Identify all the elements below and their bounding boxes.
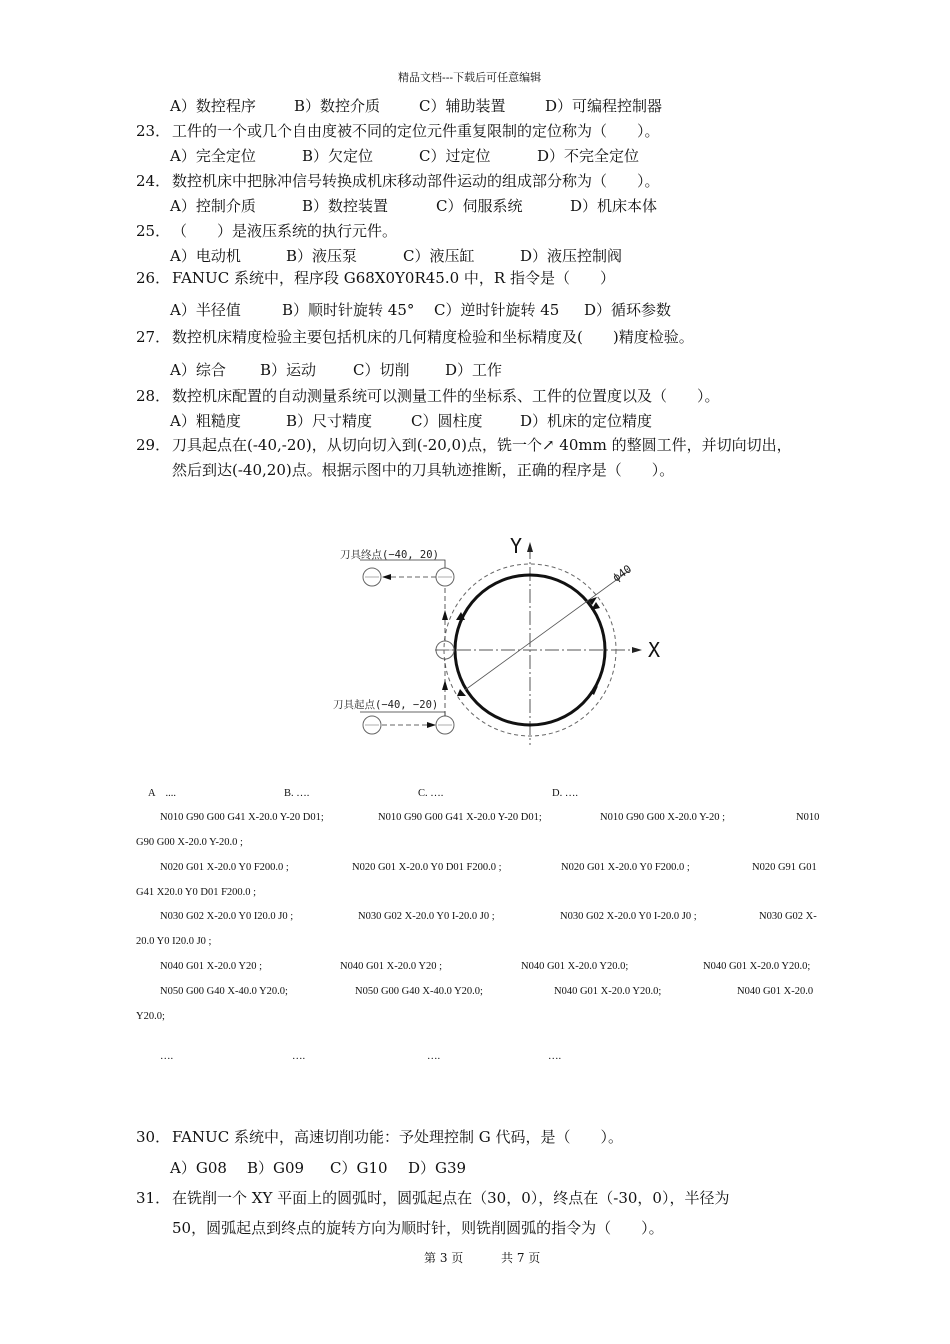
prog-d-n020-cont: G41 X20.0 Y0 D01 F200.0 ; (136, 887, 257, 898)
q27-number: 27． (136, 328, 171, 346)
q31-line2: 50，圆弧起点到终点的旋转方向为顺时针，则铣削圆弧的指令为（ ）。 (172, 1219, 664, 1237)
q27-option-d: D）工作 (445, 361, 503, 379)
q28-option-a: A）粗糙度 (170, 412, 241, 430)
prog-c-n020: N020 G01 X-20.0 Y0 F200.0 ; (561, 862, 690, 873)
page-header: 精品文档---下载后可任意编辑 (398, 71, 542, 84)
q25-option-b: B）液压泵 (286, 247, 358, 265)
q26-option-b: B）顺时针旋转 45° (282, 301, 415, 319)
prog-c-n040: N040 G01 X-20.0 Y20.0; (521, 961, 629, 972)
prog-c-n050: N040 G01 X-20.0 Y20.0; (554, 986, 662, 997)
prog-d-n030: N030 G02 X- (759, 911, 817, 922)
q29-line2: 然后到达(-40,20)点。根据示图中的刀具轨迹推断，正确的程序是（ ）。 (172, 461, 675, 479)
q23-option-a: A）完全定位 (170, 147, 256, 165)
prog-b-n030: N030 G02 X-20.0 Y0 I-20.0 J0 ; (358, 911, 495, 922)
q22-option-c: C）辅助装置 (419, 97, 506, 115)
program-footer-b: …. (292, 1051, 306, 1062)
q24-option-d: D）机床本体 (570, 197, 658, 215)
q29-number: 29． (136, 436, 171, 454)
x-axis-arrow (632, 647, 642, 653)
q26-text: FANUC 系统中，程序段 G68X0Y0R45.0 中，R 指令是（ ） (172, 269, 615, 287)
prog-d-n050: N040 G01 X-20.0 (737, 986, 814, 997)
prog-b-n010: N010 G90 G00 G41 X-20.0 Y-20 D01; (378, 812, 542, 823)
program-header-a: A .... (148, 788, 177, 799)
prog-b-n040: N040 G01 X-20.0 Y20 ; (340, 961, 442, 972)
toolpath-figure (320, 530, 680, 750)
q25-option-d: D）液压控制阀 (520, 247, 623, 265)
page-number: 第 3 页 (424, 1251, 464, 1265)
path-arrow (382, 574, 391, 580)
prog-b-n020: N020 G01 X-20.0 Y0 D01 F200.0 ; (352, 862, 502, 873)
program-footer-d: …. (548, 1051, 562, 1062)
q28-option-c: C）圆柱度 (411, 412, 483, 430)
q26-option-a: A）半径值 (170, 301, 241, 319)
program-header-d: D. …. (552, 788, 578, 799)
prog-d-n030-cont: 20.0 Y0 I20.0 J0 ; (136, 936, 212, 947)
direction-arrow (457, 689, 466, 696)
q27-option-a: A）综合 (170, 361, 226, 379)
y-axis-label: Y (510, 534, 523, 558)
q29-line1: 刀具起点在(-40,-20)，从切向切入到(-20,0)点，铣一个↗ 40mm 的整圆工件，并切向切出， (172, 436, 792, 454)
prog-a-n010: N010 G90 G00 G41 X-20.0 Y-20 D01; (160, 812, 324, 823)
prog-c-n010: N010 G90 G00 X-20.0 Y-20 ; (600, 812, 726, 823)
program-header-c: C. …. (418, 788, 444, 799)
q31-line1: 在铣削一个 XY 平面上的圆弧时，圆弧起点在（30，0），终点在（-30，0），半径为 (172, 1189, 730, 1207)
prog-a-n040: N040 G01 X-20.0 Y20 ; (160, 961, 262, 972)
q30-option-d: D）G39 (408, 1159, 467, 1177)
q25-option-a: A）电动机 (170, 247, 241, 265)
program-header-b: B. …. (284, 788, 310, 799)
q28-text: 数控机床配置的自动测量系统可以测量工件的坐标系、工件的位置度以及（ ）。 (172, 387, 720, 405)
q30-text: FANUC 系统中，高速切削功能：予处理控制 G 代码，是（ ）。 (172, 1128, 623, 1146)
prog-a-n050: N050 G00 G40 X-40.0 Y20.0; (160, 986, 288, 997)
q24-text: 数控机床中把脉冲信号转换成机床移动部件运动的组成部分称为（ ）。 (172, 172, 660, 190)
q27-option-b: B）运动 (260, 361, 317, 379)
program-footer-a: …. (160, 1051, 174, 1062)
tool-end-label: 刀具终点(−40, 20) (340, 549, 439, 561)
q28-option-b: B）尺寸精度 (286, 412, 373, 430)
q23-text: 工件的一个或几个自由度被不同的定位元件重复限制的定位称为（ ）。 (172, 122, 660, 140)
q28-number: 28． (136, 387, 171, 405)
prog-a-n020: N020 G01 X-20.0 Y0 F200.0 ; (160, 862, 289, 873)
q24-option-c: C）伺服系统 (436, 197, 523, 215)
q30-option-b: B）G09 (247, 1159, 305, 1177)
q25-text: （ ）是液压系统的执行元件。 (172, 222, 398, 240)
q26-number: 26． (136, 269, 171, 287)
q23-number: 23． (136, 122, 171, 140)
path-arrow (427, 722, 436, 728)
start-label-leader (360, 712, 445, 716)
q30-option-c: C）G10 (330, 1159, 388, 1177)
tool-start-label: 刀具起点(−40, −20) (333, 699, 439, 711)
q28-option-d: D）机床的定位精度 (520, 412, 653, 430)
prog-a-n030: N030 G02 X-20.0 Y0 I20.0 J0 ; (160, 911, 294, 922)
q26-option-d: D）循环参数 (584, 301, 672, 319)
q26-option-c: C）逆时针旋转 45 (434, 301, 560, 319)
q31-number: 31． (136, 1189, 171, 1207)
q22-option-d: D）可编程控制器 (545, 97, 663, 115)
q30-option-a: A）G08 (170, 1159, 227, 1177)
q24-option-b: B）数控装置 (302, 197, 389, 215)
q30-number: 30． (136, 1128, 171, 1146)
path-arrow (442, 680, 448, 690)
q23-option-b: B）欠定位 (302, 147, 374, 165)
q27-option-c: C）切削 (353, 361, 410, 379)
q23-option-d: D）不完全定位 (537, 147, 640, 165)
prog-d-n010-cont: G90 G00 X-20.0 Y-20.0 ; (136, 837, 243, 848)
x-axis-label: X (648, 638, 661, 662)
diameter-label: ϕ40 (610, 562, 635, 585)
q25-option-c: C）液压缸 (403, 247, 475, 265)
prog-d-n050-cont: Y20.0; (136, 1011, 165, 1022)
q22-option-a: A）数控程序 (170, 97, 256, 115)
q24-option-a: A）控制介质 (170, 197, 256, 215)
path-arrow (442, 610, 448, 620)
q27-text: 数控机床精度检验主要包括机床的几何精度检验和坐标精度及( )精度检验。 (172, 328, 694, 346)
prog-d-n010: N010 (796, 812, 820, 823)
page-total: 共 7 页 (501, 1251, 541, 1265)
y-axis-arrow (527, 542, 533, 552)
end-label-leader (360, 560, 445, 568)
q23-option-c: C）过定位 (419, 147, 491, 165)
q22-option-b: B）数控介质 (294, 97, 381, 115)
prog-c-n030: N030 G02 X-20.0 Y0 I-20.0 J0 ; (560, 911, 697, 922)
prog-b-n050: N050 G00 G40 X-40.0 Y20.0; (355, 986, 483, 997)
q25-number: 25． (136, 222, 171, 240)
prog-d-n040: N040 G01 X-20.0 Y20.0; (703, 961, 811, 972)
program-footer-c: …. (427, 1051, 441, 1062)
q24-number: 24． (136, 172, 171, 190)
prog-d-n020: N020 G91 G01 (752, 862, 817, 873)
